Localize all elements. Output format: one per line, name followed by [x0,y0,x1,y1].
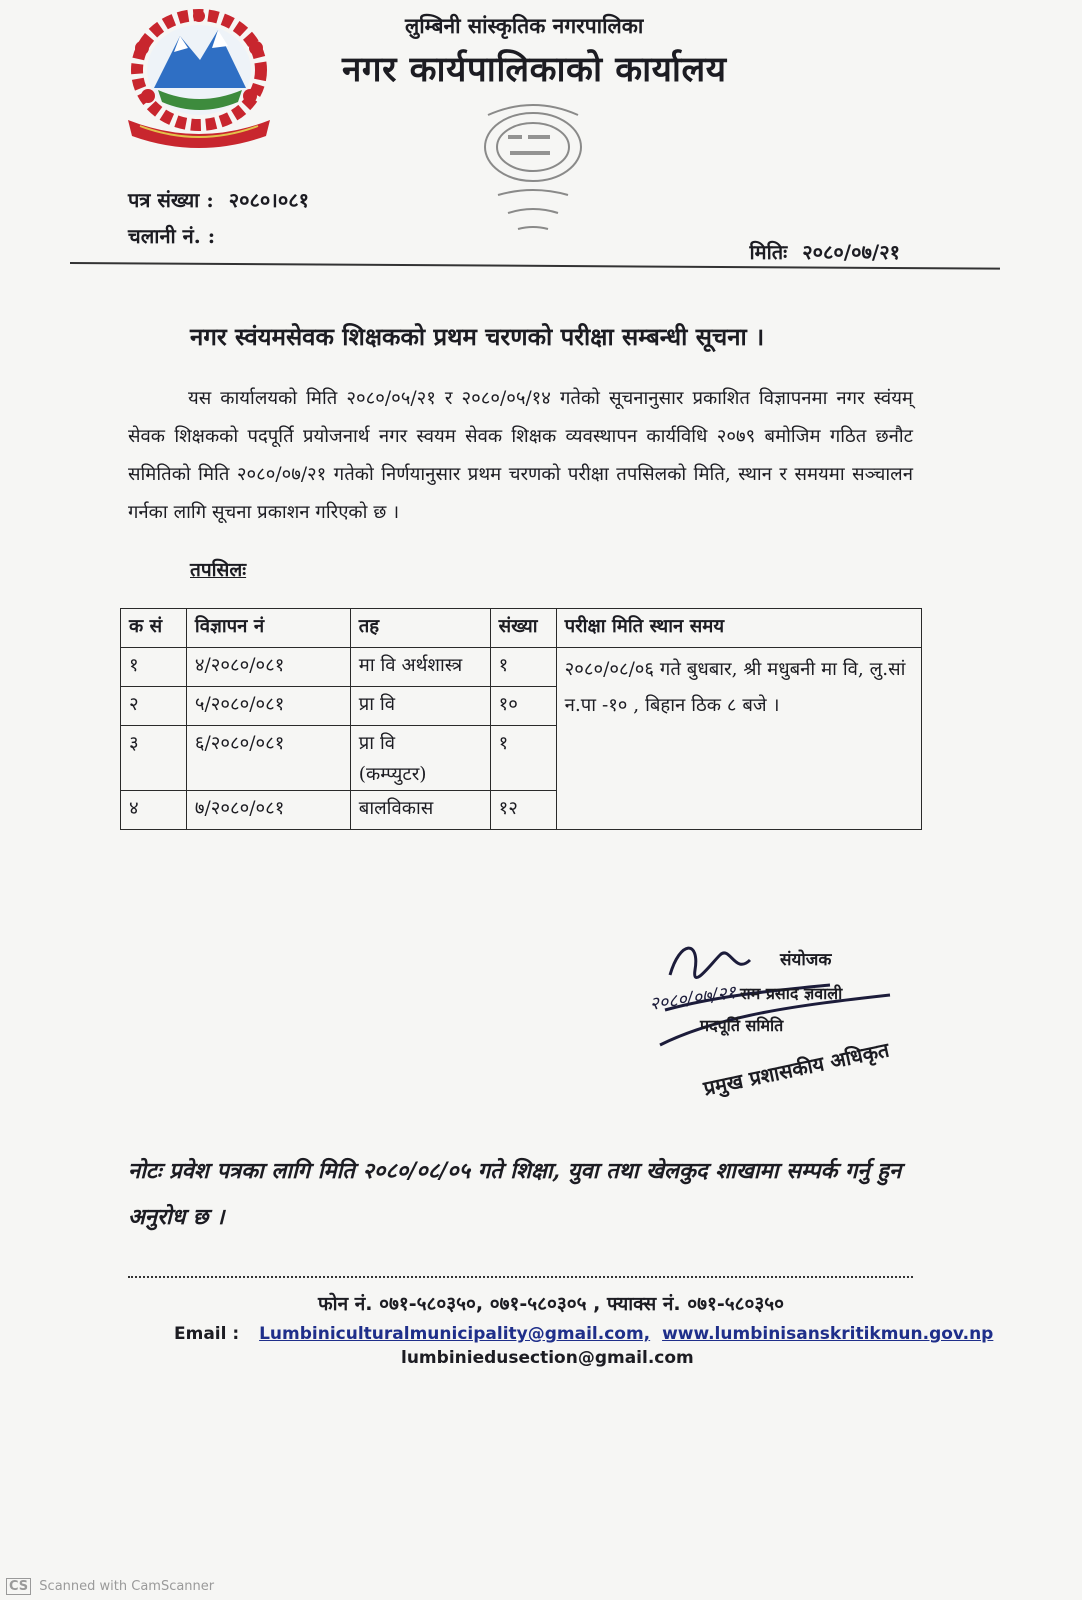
email-label: Email : [174,1324,240,1344]
signature-stamp: प्रमुख प्रशासकीय अधिकृत [701,1037,892,1101]
cell-ad-number: ६/२०८०/०८१ [186,726,350,791]
nepal-emblem-icon [118,8,280,148]
header-count: संख्या [490,609,556,648]
cell-level [350,726,490,791]
letter-date-label: मितिः [749,240,788,264]
cell-ad-number: ७/२०८०/०८१ [186,791,350,830]
scanner-watermark [6,1578,214,1595]
cell-level: बालविकास [350,791,490,830]
letter-date-value: २०८०/०७/२१ [802,240,900,264]
notice-note: नोटः प्रवेश पत्रका लागि मिति २०८०/०८/०५ गते शिक्षा, युवा तथा खेलकुद शाखामा सम्पर्क गर्नु हुन अनुरोध छ । [128,1158,902,1230]
cell-exam-details: २०८०/०८/०६ गते बुधबार, श्री मधुबनी मा वि, लु.सां न.पा -१० , बिहान ठिक ८ बजे । [556,648,921,830]
exam-schedule-table [120,608,922,830]
cell-count: १ [490,726,556,791]
website-link[interactable]: www.lumbinisanskritikmun.gov.np [662,1324,994,1344]
footer-phone: फोन नं. ०७१-५८०३५०, ०७१-५८०३०५ , फ्याक्स नं. ०७१-५८०३५० [318,1293,785,1315]
email-link[interactable]: Lumbiniculturalmunicipality@gmail.com, [259,1324,651,1344]
cell-sn: २ [121,687,187,726]
dispatch-number [128,222,223,249]
cell-count: १२ [490,791,556,830]
office-name: नगर कार्यपालिकाको कार्यालय [342,49,727,90]
footer-divider [128,1276,913,1278]
notice-heading: नगर स्वंयमसेवक शिक्षकको प्रथम चरणको परीक्षा सम्बन्धी सूचना । [190,322,765,351]
footer-contact [174,1324,993,1344]
municipality-name: लुम्बिनी सांस्कृतिक नगरपालिका [405,13,644,38]
office-stamp-icon [448,95,618,245]
details-label: तपसिलः [190,559,247,581]
cell-sn: १ [121,648,187,687]
cell-ad-number: ५/२०८०/०८१ [186,687,350,726]
signature-role: संयोजक [780,950,832,970]
signature-committee: पदपूर्ति समिति [700,1016,784,1035]
dispatch-number-label: चलानी नं. : [128,224,216,248]
cell-level: मा वि अर्थशास्त्र [350,648,490,687]
footer-email-secondary: lumbiniedusection@gmail.com [401,1348,694,1368]
cell-sn: ३ [121,726,187,791]
signature-date: २०८०/०७/२१ [648,982,738,1015]
letter-number-value: २०८०।०८१ [228,188,310,212]
letter-number [128,186,309,213]
table-header-row [121,609,922,648]
signature-name: राम प्रसाद ज्ञवाली [740,984,843,1003]
scanner-text: Scanned with CamScanner [39,1579,215,1594]
signature-block [648,935,940,1101]
cell-level: प्रा वि [350,687,490,726]
cell-level-main: प्रा वि [358,733,396,754]
cell-ad-number: ४/२०८०/०८१ [186,648,350,687]
header-ad-number: विज्ञापन नं [186,609,350,648]
header-level: तह [350,609,490,648]
cell-count: १० [490,687,556,726]
camscanner-logo-icon: CS [6,1578,31,1595]
notice-body: यस कार्यालयको मिति २०८०/०५/२१ र २०८०/०५/१४ गतेको सूचनानुसार प्रकाशित विज्ञापनमा नगर स्वंयम् सेवक शिक्षकको पदपूर्ति प्रयोजनार्थ नगर स्वयम सेवक शिक्षक व्यवस्थापन कार्यविधि २०७९ बमोजिम गठित छनौट समितिको मिति २०८०/०७/२१ गतेको निर्णयानुसार प्रथम चरणको परीक्षा तपसिलको मिति, स्थान र समयमा सञ्चालन गर्नका लागि सूचना प्रकाशन गरिएको छ । [128,388,913,523]
letter-number-label: पत्र संख्या : [128,188,214,212]
cell-count: १ [490,648,556,687]
table-row [121,648,922,687]
header-details: परीक्षा मिति स्थान समय [556,609,921,648]
cell-sn: ४ [121,791,187,830]
letter-date [749,238,900,265]
header-sn: क सं [121,609,187,648]
cell-level-sub: (कम्प्युटर) [358,764,427,785]
